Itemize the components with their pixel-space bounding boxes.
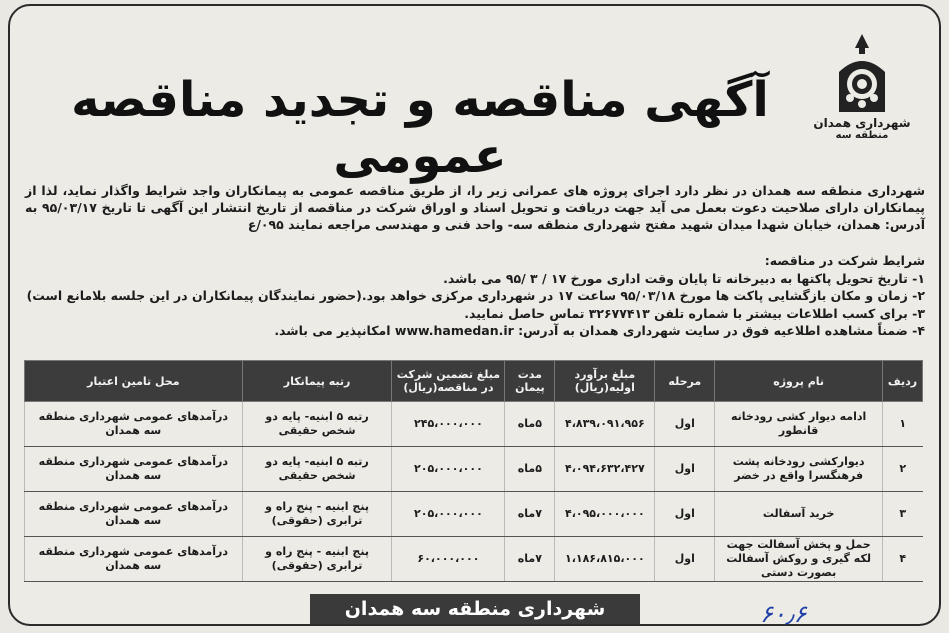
table-cell: پنج ابنیه - پنج راه و ترابری (حقوقی) [242,537,392,582]
condition-item: ۱- تاریخ تحویل پاکتها به دبیرخانه تا پایان وقت اداری مورخ ۱۷ / ۳ /۹۵ می باشد. [443,270,925,286]
table-cell: ۱،۱۸۶،۸۱۵،۰۰۰ [555,537,655,582]
table-cell: ۷ماه [505,537,555,582]
condition-item: ۲- زمان و مکان بازگشایی پاکت ها مورخ ۹۵/۰۳/۱۸ ساعت ۱۷ در شهرداری مرکزی خواهد بود.(حضور نمایندگان پیمانکاران در این جلسه بلامانع است) [26,288,925,303]
column-header: نام پروژه [715,361,883,402]
footer-banner: شهرداری منطقه سه همدان [310,594,640,624]
organization-name: شهرداری همدان [813,116,911,130]
condition-item: ۴- ضمناً مشاهده اطلاعیه فوق در سایت شهرداری همدان به آدرس: www.hamedan.ir امکانپذیر می باشد. [274,323,925,338]
table-cell: ۶۰،۰۰۰،۰۰۰ [392,537,505,582]
column-header: ردیف [883,361,923,402]
projects-table [24,360,923,582]
table-cell: ۳ [883,492,923,537]
table-cell: رتبه ۵ ابنیه- پایه دو شخص حقیقی [242,447,392,492]
page-title: آگهی مناقصه و تجدید مناقصه عمومی [71,72,769,184]
table-header-row [25,361,923,402]
table-cell: ۴،۰۹۴،۶۳۲،۴۲۷ [555,447,655,492]
organization-region: منطقه سه [835,130,889,141]
condition-item: ۳- برای کسب اطلاعات بیشتر با شماره تلفن ۳۲۶۷۷۴۱۳ تماس حاصل نمایید. [464,305,925,321]
table-cell: ۵ماه [505,402,555,447]
table-cell: ۲۰۵،۰۰۰،۰۰۰ [392,447,505,492]
table-row [25,402,923,447]
intro-paragraph: شهرداری منطقه سه همدان در نظر دارد اجرای پروژه های عمرانی زیر را، از طریق مناقصه عمومی به پیمانکاران واجد شرایط واگذار نماید، لذا از پیمانکاران دارای صلاحیت دعوت بعمل می آید جهت دریافت و تحویل اسناد و اوراق شرکت در مناقصه از تاریخ انتشار این آگهی تا تاریخ ۹۵/۰۳/۱۷ به آدرس: همدان، خیابان شهدا میدان شهید مفتح شهرداری منطقه سه- واحد فنی و مهندسی مراجعه نمایند ۰۹۵/ع [25,183,925,232]
table-row [25,537,923,582]
table-cell: حمل و پخش آسفالت جهت لکه گیری و روکش آسفالت بصورت دستی [715,537,883,582]
municipality-logo [807,32,917,141]
table-cell: ادامه دیوار کشی رودخانه قانطور [715,402,883,447]
table-cell: ۷ماه [505,492,555,537]
table-cell: اول [655,447,715,492]
table-cell: ۲۰۵،۰۰۰،۰۰۰ [392,492,505,537]
table-cell: ۴،۸۳۹،۰۹۱،۹۵۶ [555,402,655,447]
table-cell: درآمدهای عمومی شهرداری منطقه سه همدان [25,447,243,492]
table-cell: درآمدهای عمومی شهرداری منطقه سه همدان [25,402,243,447]
conditions-heading: شرایط شرکت در مناقصه: [764,253,925,268]
handwritten-note: ۶۰٫۶ [760,600,807,628]
table-cell: دیوارکشی رودخانه پشت فرهنگسرا واقع در خضر [715,447,883,492]
table-cell: ۲۴۵،۰۰۰،۰۰۰ [392,402,505,447]
table-cell: درآمدهای عمومی شهرداری منطقه سه همدان [25,537,243,582]
conditions-section [25,252,925,340]
table-cell: ۴ [883,537,923,582]
column-header: محل تامین اعتبار [25,361,243,402]
advertisement-frame [8,4,941,626]
table-cell: اول [655,402,715,447]
table-cell: ۴،۰۹۵،۰۰۰،۰۰۰ [555,492,655,537]
table-row [25,447,923,492]
table-cell: رتبه ۵ ابنیه- پایه دو شخص حقیقی [242,402,392,447]
table-cell: ۵ماه [505,447,555,492]
column-header: رتبه پیمانکار [242,361,392,402]
column-header: مدت پیمان [505,361,555,402]
table-cell: پنج ابنیه - پنج راه و ترابری (حقوقی) [242,492,392,537]
table-cell: اول [655,492,715,537]
column-header: مبلغ برآورد اولیه(ریال) [555,361,655,402]
table-row [25,492,923,537]
municipality-emblem-icon [833,32,891,114]
table-cell: درآمدهای عمومی شهرداری منطقه سه همدان [25,492,243,537]
table-cell: ۲ [883,447,923,492]
table-cell: ۱ [883,402,923,447]
column-header: مبلغ تضمین شرکت در مناقصه(ریال) [392,361,505,402]
column-header: مرحله [655,361,715,402]
table-cell: خرید آسفالت [715,492,883,537]
table-cell: اول [655,537,715,582]
